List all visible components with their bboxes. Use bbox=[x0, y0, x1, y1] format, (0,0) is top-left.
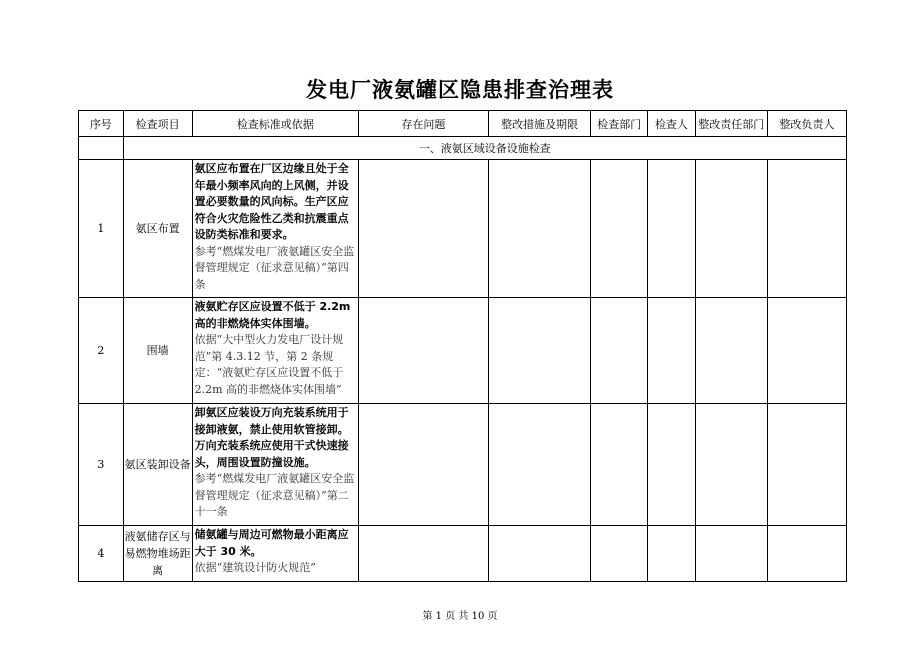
dept-cell[interactable] bbox=[591, 298, 648, 404]
header-problem: 存在问题 bbox=[358, 111, 488, 137]
reference-text: 依据“大中型火力发电厂设计规范”第 4.3.12 节，第 2 条规定：“液氨贮存区应设置不低于 2.2m 高的非燃烧体实体围墙” bbox=[194, 333, 344, 396]
resp-person-cell[interactable] bbox=[767, 160, 846, 298]
table-row bbox=[79, 404, 847, 526]
row-no: 3 bbox=[79, 404, 124, 526]
problem-cell[interactable] bbox=[358, 160, 488, 298]
row-standard bbox=[192, 404, 358, 526]
header-item: 检查项目 bbox=[123, 111, 192, 137]
row-no: 2 bbox=[79, 298, 124, 404]
header-measures: 整改措施及期限 bbox=[488, 111, 590, 137]
table-row bbox=[79, 526, 847, 582]
header-inspector: 检查人 bbox=[648, 111, 696, 137]
row-standard bbox=[192, 526, 358, 582]
row-no: 4 bbox=[79, 526, 124, 582]
row-item: 氨区装卸设备 bbox=[123, 404, 192, 526]
measures-cell[interactable] bbox=[488, 404, 590, 526]
problem-cell[interactable] bbox=[358, 404, 488, 526]
standard-text: 液氨贮存区应设置不低于 2.2m 高的非燃烧体实体围墙。 bbox=[194, 300, 351, 330]
section-row bbox=[79, 137, 847, 160]
resp-person-cell[interactable] bbox=[767, 404, 846, 526]
row-no: 1 bbox=[79, 160, 124, 298]
row-standard bbox=[192, 298, 358, 404]
standard-text: 氨区应布置在厂区边缘且处于全年最小频率风向的上风侧，并设置必要数量的风向标。生产区应符合火灾危险性乙类和抗震重点设防类标准和要求。 bbox=[194, 162, 349, 241]
dept-cell[interactable] bbox=[591, 526, 648, 582]
resp-dept-cell[interactable] bbox=[695, 404, 767, 526]
section-blank-cell bbox=[79, 137, 124, 160]
resp-dept-cell[interactable] bbox=[695, 160, 767, 298]
header-standard: 检查标准或依据 bbox=[192, 111, 358, 137]
page-footer: 第 1 页 共 10 页 bbox=[422, 611, 498, 622]
measures-cell[interactable] bbox=[488, 160, 590, 298]
resp-person-cell[interactable] bbox=[767, 298, 846, 404]
inspection-table bbox=[78, 110, 847, 582]
row-item: 氨区布置 bbox=[123, 160, 192, 298]
resp-dept-cell[interactable] bbox=[695, 298, 767, 404]
inspector-cell[interactable] bbox=[648, 404, 696, 526]
problem-cell[interactable] bbox=[358, 526, 488, 582]
resp-dept-cell[interactable] bbox=[695, 526, 767, 582]
measures-cell[interactable] bbox=[488, 526, 590, 582]
table-row bbox=[79, 160, 847, 298]
dept-cell[interactable] bbox=[591, 404, 648, 526]
dept-cell[interactable] bbox=[591, 160, 648, 298]
table-header-row bbox=[79, 111, 847, 137]
page-title: 发电厂液氨罐区隐患排查治理表 bbox=[306, 78, 614, 102]
row-item: 液氨储存区与易燃物堆场距离 bbox=[123, 526, 192, 582]
problem-cell[interactable] bbox=[358, 298, 488, 404]
section-title: 一、液氨区域设备设施检查 bbox=[123, 137, 846, 160]
header-dept: 检查部门 bbox=[591, 111, 648, 137]
reference-text: 参考“燃煤发电厂液氨罐区安全监督管理规定（征求意见稿）”第四条 bbox=[194, 244, 355, 291]
inspector-cell[interactable] bbox=[648, 526, 696, 582]
reference-text: 参考“燃煤发电厂液氨罐区安全监督管理规定（征求意见稿）”第二十一条 bbox=[194, 472, 355, 518]
standard-text: 卸氨区应装设万向充装系统用于接卸液氨，禁止使用软管接卸。万向充装系统应使用干式快速接头，周围设置防撞设施。 bbox=[194, 406, 349, 469]
standard-text: 储氨罐与周边可燃物最小距离应大于 30 米。 bbox=[194, 528, 349, 558]
row-standard bbox=[192, 160, 358, 298]
header-resp-dept: 整改责任部门 bbox=[695, 111, 767, 137]
table-row bbox=[79, 298, 847, 404]
inspector-cell[interactable] bbox=[648, 298, 696, 404]
resp-person-cell[interactable] bbox=[767, 526, 846, 582]
measures-cell[interactable] bbox=[488, 298, 590, 404]
reference-text: 依据“建筑设计防火规范” bbox=[194, 561, 316, 574]
inspector-cell[interactable] bbox=[648, 160, 696, 298]
header-resp-person: 整改负责人 bbox=[767, 111, 846, 137]
row-item: 围墙 bbox=[123, 298, 192, 404]
header-no: 序号 bbox=[79, 111, 124, 137]
